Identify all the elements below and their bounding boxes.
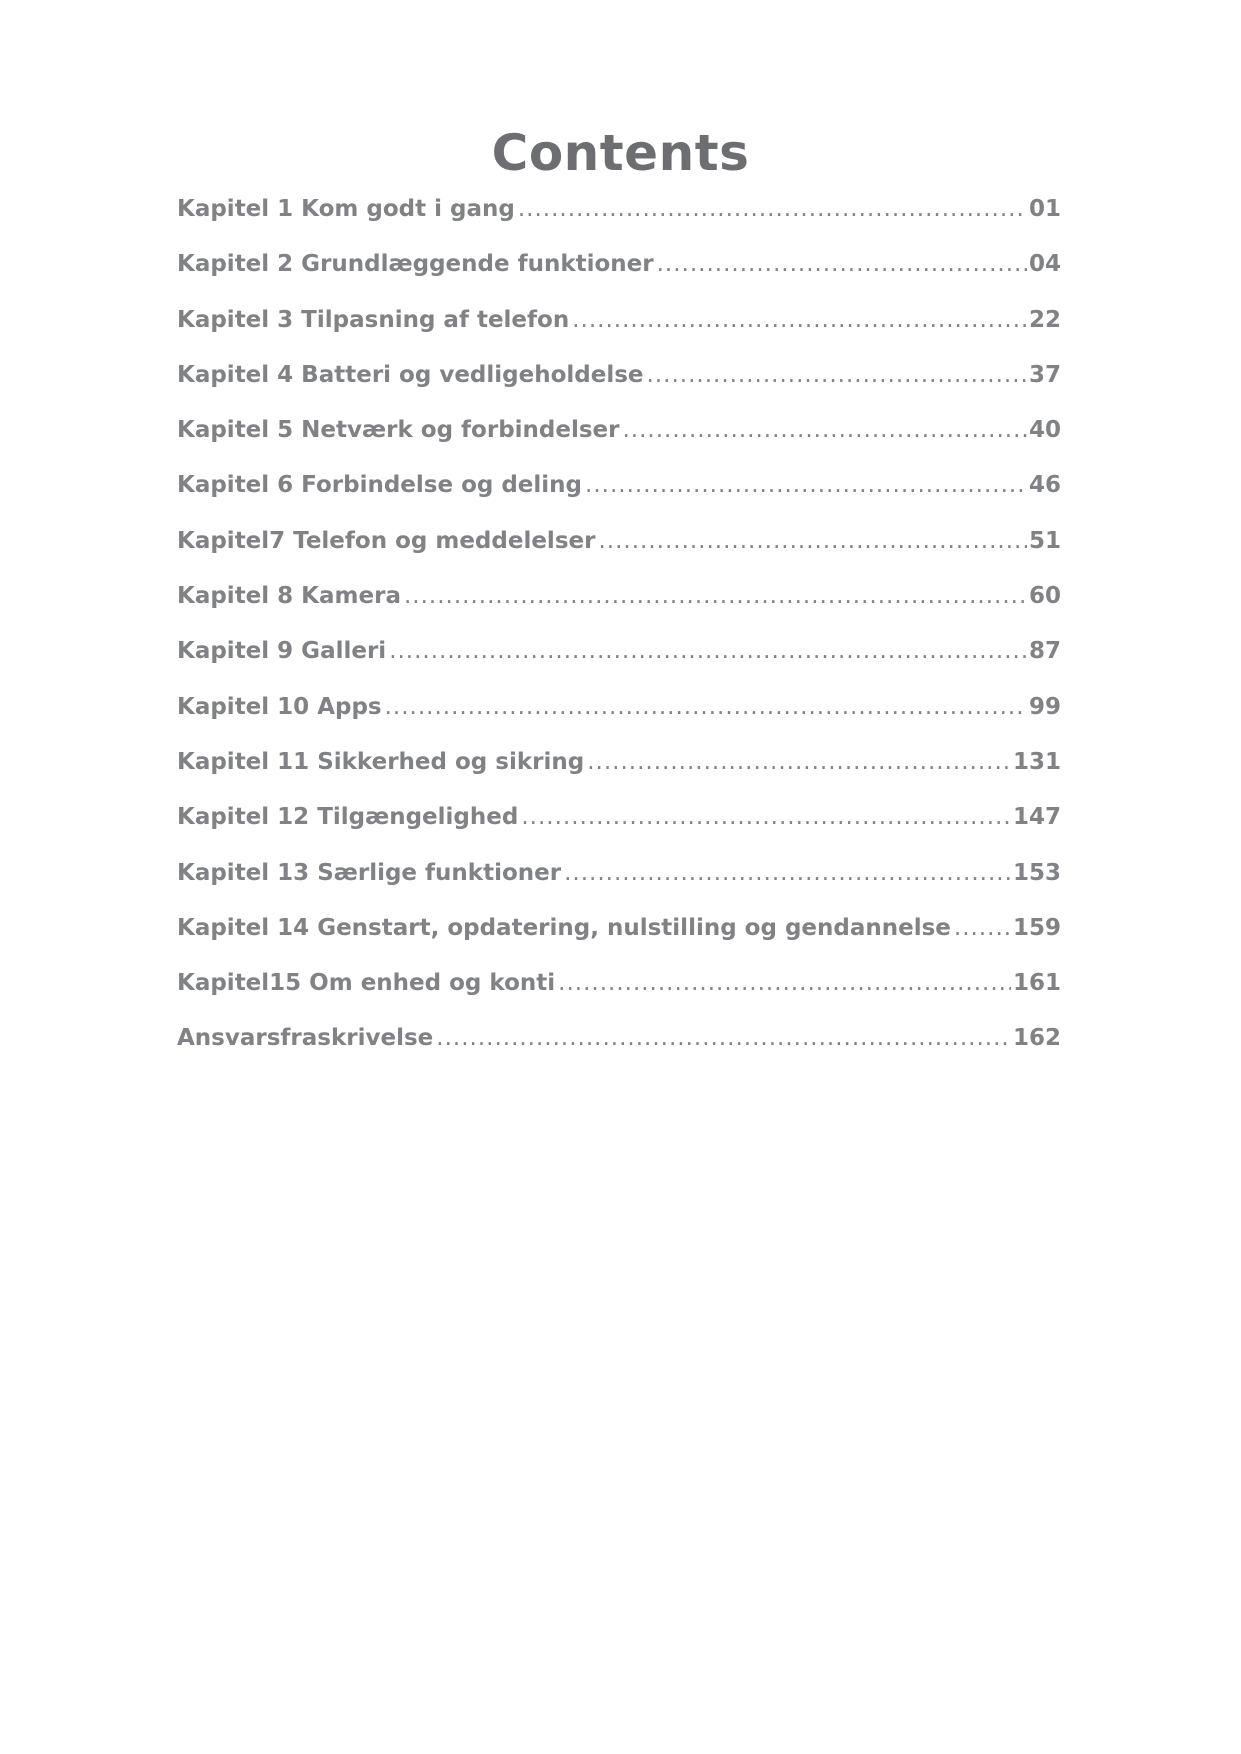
- toc-entry-label: Kapitel 6 Forbindelse og deling: [177, 472, 583, 499]
- toc-dot-leader: [585, 472, 1027, 498]
- toc-dot-leader: [558, 970, 1011, 996]
- toc-entry-4[interactable]: [177, 362, 1061, 417]
- toc-entry-16[interactable]: [177, 1025, 1061, 1080]
- toc-entry-page: 01: [1028, 196, 1061, 222]
- toc-entry-13[interactable]: [177, 860, 1061, 915]
- toc-entry-14[interactable]: [177, 915, 1061, 970]
- toc-entry-label: Kapitel 11 Sikkerhed og sikring: [177, 748, 585, 775]
- toc-dot-leader: [623, 417, 1027, 443]
- toc-entry-label: Kapitel 14 Genstart, opdatering, nulstilling og gendannelse: [177, 914, 951, 941]
- toc-entry-label: Kapitel 2 Grundlæggende funktioner: [177, 251, 654, 278]
- toc-entry-page: 131: [1012, 748, 1061, 775]
- toc-dot-leader: [564, 860, 1011, 886]
- toc-entry-label: Ansvarsfraskrivelse: [177, 1025, 434, 1052]
- toc-entry-2[interactable]: [177, 251, 1061, 306]
- toc-dot-leader: [389, 638, 1027, 664]
- toc-entry-7[interactable]: [177, 528, 1061, 583]
- toc-entry-page: 37: [1028, 361, 1061, 388]
- toc-entry-label: Kapitel7 Telefon og meddelelser: [177, 527, 596, 554]
- toc-entry-label: Kapitel 9 Galleri: [177, 638, 387, 665]
- toc-entry-11[interactable]: [177, 749, 1061, 804]
- toc-entry-page: 153: [1012, 859, 1061, 886]
- toc-entry-label: Kapitel 8 Kamera: [177, 583, 401, 610]
- toc-entry-page: 22: [1028, 306, 1061, 333]
- toc-entry-8[interactable]: [177, 583, 1061, 638]
- toc-entry-10[interactable]: [177, 694, 1061, 749]
- toc-entry-label: Kapitel 5 Netværk og forbindelser: [177, 417, 620, 444]
- toc-entry-page: 51: [1028, 527, 1061, 554]
- toc-entry-page: 99: [1028, 693, 1061, 720]
- toc-entry-page: 161: [1012, 970, 1061, 997]
- toc-dot-leader: [954, 915, 1011, 941]
- toc-entry-page: 40: [1028, 417, 1061, 444]
- toc-dot-leader: [657, 251, 1027, 277]
- toc-dot-leader: [598, 528, 1027, 554]
- toc-dot-leader: [572, 307, 1027, 333]
- toc-entry-page: 159: [1012, 914, 1061, 941]
- toc-entry-label: Kapitel 13 Særlige funktioner: [177, 859, 562, 886]
- toc-entry-label: Kapitel15 Om enhed og konti: [177, 970, 556, 997]
- toc-entry-3[interactable]: [177, 307, 1061, 362]
- toc-dot-leader: [385, 694, 1027, 720]
- toc-entry-label: Kapitel 3 Tilpasning af telefon: [177, 306, 570, 333]
- toc-entry-label: Kapitel 1 Kom godt i gang: [177, 196, 515, 222]
- toc-entry-5[interactable]: [177, 417, 1061, 472]
- toc-dot-leader: [436, 1025, 1011, 1051]
- toc-dot-leader: [518, 196, 1027, 222]
- toc-entry-9[interactable]: [177, 638, 1061, 693]
- toc-entry-page: 46: [1028, 472, 1061, 499]
- toc-dot-leader: [647, 362, 1027, 388]
- toc-dot-leader: [404, 583, 1027, 609]
- toc-entry-page: 147: [1012, 804, 1061, 831]
- toc-entry-page: 60: [1028, 583, 1061, 610]
- toc-entry-6[interactable]: [177, 472, 1061, 527]
- toc-entry-15[interactable]: [177, 970, 1061, 1025]
- toc-entry-page: 04: [1028, 251, 1061, 278]
- toc-entry-page: 87: [1028, 638, 1061, 665]
- toc-dot-leader: [521, 804, 1011, 830]
- toc-entry-page: 162: [1012, 1025, 1061, 1052]
- table-of-contents: [177, 196, 1061, 1081]
- toc-dot-leader: [587, 749, 1011, 775]
- page-title: Contents: [491, 124, 750, 182]
- toc-entry-12[interactable]: [177, 804, 1061, 859]
- toc-entry-1[interactable]: [177, 196, 1061, 251]
- toc-entry-label: Kapitel 12 Tilgængelighed: [177, 804, 519, 831]
- toc-entry-label: Kapitel 4 Batteri og vedligeholdelse: [177, 361, 644, 388]
- toc-entry-label: Kapitel 10 Apps: [177, 693, 382, 720]
